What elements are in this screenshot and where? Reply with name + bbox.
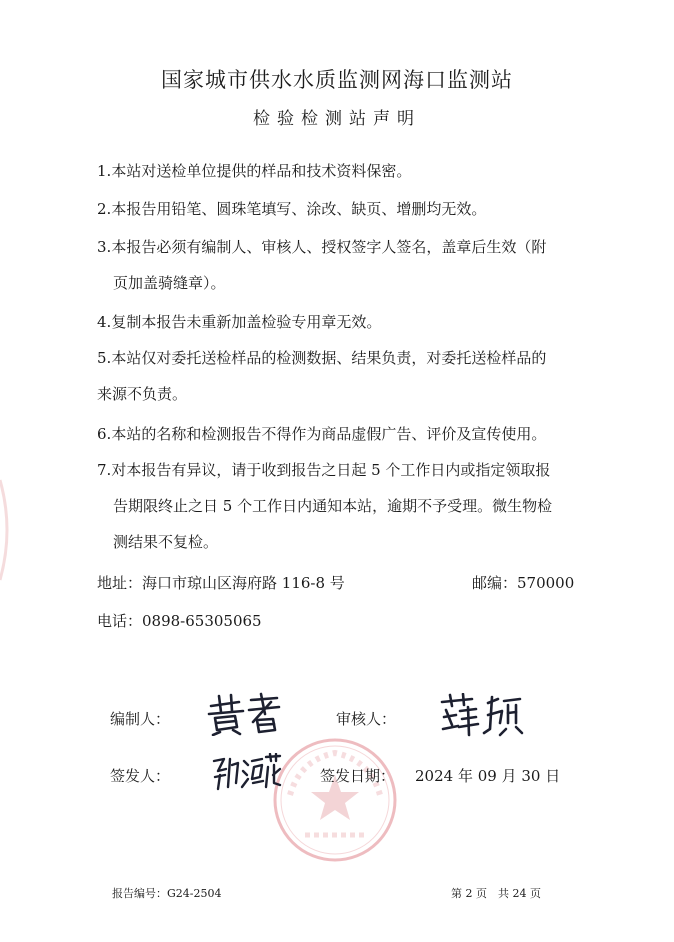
statement-item-7 xyxy=(97,452,577,560)
seam-stamp-fragment xyxy=(0,475,16,585)
phone: 电话：0898-65305065 xyxy=(97,612,262,630)
page-title: 国家城市供水水质监测网海口监测站 xyxy=(161,68,513,92)
item-text: 复制本报告未重新加盖检验专用章无效。 xyxy=(111,313,382,331)
statement-item-2 xyxy=(97,191,577,227)
item-number: 7. xyxy=(97,461,112,479)
item-number: 2. xyxy=(97,200,112,218)
official-seal-stamp xyxy=(270,735,400,865)
address: 地址：海口市琼山区海府路 116-8 号 xyxy=(97,574,345,592)
item-text-continued: 页加盖骑缝章）。 xyxy=(113,274,226,292)
issue-date: 2024 年 09 月 30 日 xyxy=(415,767,561,785)
statement-item-1 xyxy=(97,153,577,189)
item-text-continued: 来源不负责。 xyxy=(97,385,188,403)
compiler-label: 编制人： xyxy=(110,710,171,728)
item-number: 4. xyxy=(97,313,112,331)
reviewer-label: 审核人： xyxy=(336,710,397,728)
statement-item-5 xyxy=(97,340,577,412)
item-text: 本站的名称和检测报告不得作为商品虚假广告、评价及宣传使用。 xyxy=(111,425,547,443)
issuer-label: 签发人： xyxy=(110,767,171,785)
issue-date-label: 签发日期： xyxy=(320,767,396,785)
postcode: 邮编：570000 xyxy=(472,574,575,592)
page-number: 第 2 页 共 24 页 xyxy=(451,887,541,900)
item-text: 本报告必须有编制人、审核人、授权签字人签名，盖章后生效（附 xyxy=(111,238,547,256)
statement-item-4 xyxy=(97,304,577,340)
item-text: 对本报告有异议，请于收到报告之日起 5 个工作日内或指定领取报 xyxy=(111,461,551,479)
item-text-continued: 测结果不复检。 xyxy=(113,533,219,551)
item-text: 本站对送检单位提供的样品和技术资料保密。 xyxy=(111,162,412,180)
item-number: 6. xyxy=(97,425,112,443)
item-text: 本报告用铅笔、圆珠笔填写、涂改、缺页、增删均无效。 xyxy=(111,200,487,218)
item-number: 1. xyxy=(97,162,112,180)
page-subtitle: 检验检测站声明 xyxy=(253,109,421,129)
compiler-signature xyxy=(205,692,283,736)
reviewer-signature xyxy=(438,693,524,737)
item-number: 5. xyxy=(97,349,112,367)
item-number: 3. xyxy=(97,238,112,256)
statement-item-6 xyxy=(97,416,577,452)
item-text-continued: 告期限终止之日 5 个工作日内通知本站，逾期不予受理。微生物检 xyxy=(113,497,553,515)
issuer-signature xyxy=(210,753,282,793)
item-text: 本站仅对委托送检样品的检测数据、结果负责，对委托送检样品的 xyxy=(111,349,547,367)
statement-item-3 xyxy=(97,229,577,301)
report-number: 报告编号：G24-2504 xyxy=(112,887,222,900)
